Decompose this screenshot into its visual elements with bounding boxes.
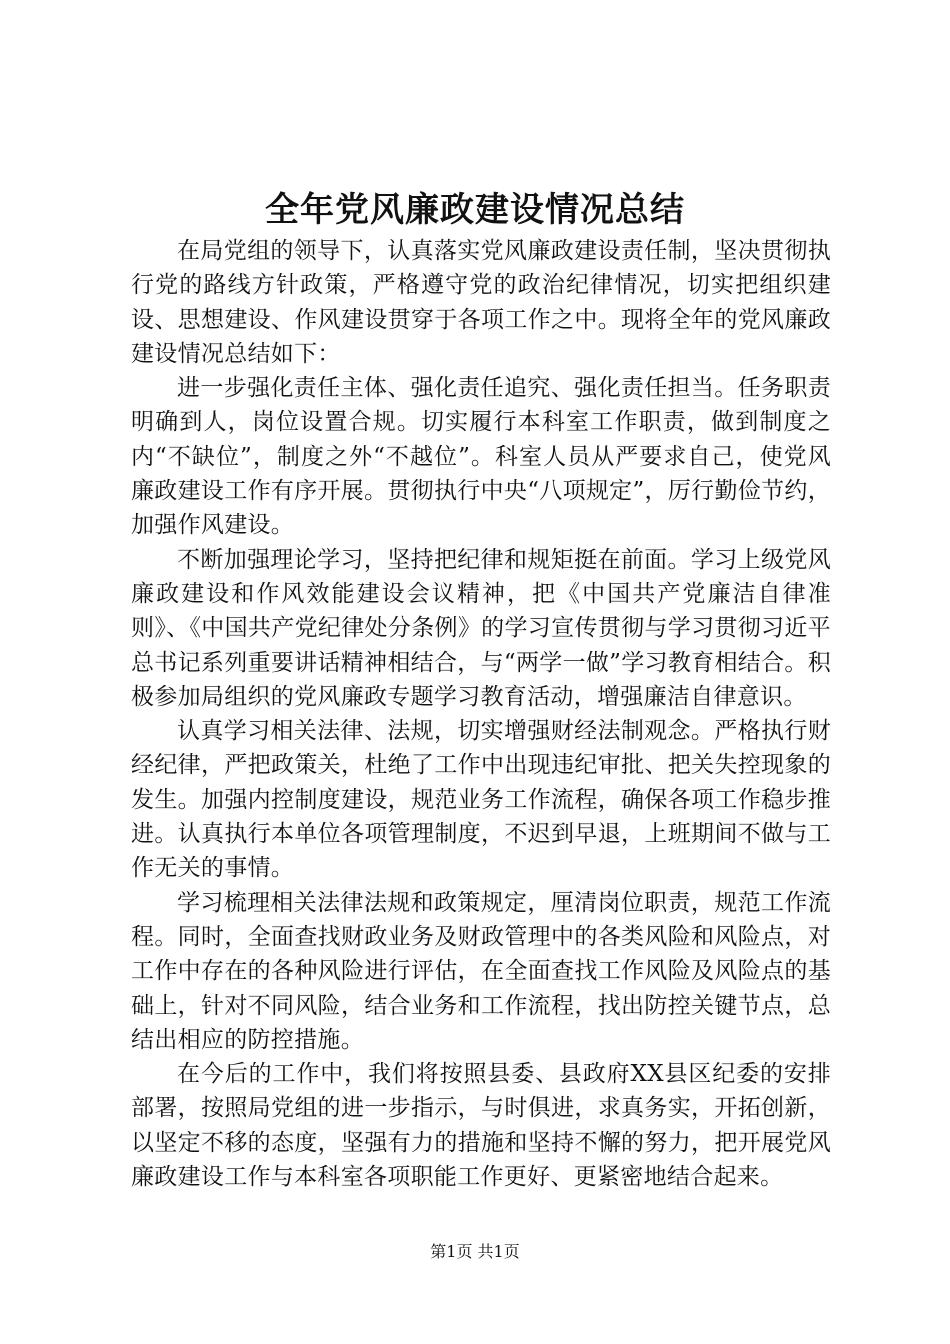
paragraph-responsibility: 进一步强化责任主体、强化责任追究、强化责任担当。任务职责明确到人，岗位设置合规。切实履行本科室工作职责，做到制度之内“不缺位”，制度之外“不越位”。科室人员从严要求自己，使党风廉政建设工作有序开展。贯彻执行中央“八项规定”，厉行勤俭节约，加强作风建设。 [131, 375, 831, 539]
paragraph-law-study: 认真学习相关法律、法规，切实增强财经法制观念。严格执行财经纪律，严把政策关，杜绝了工作中出现违纪审批、把关失控现象的发生。加强内控制度建设，规范业务工作流程，确保各项工作稳步推进。认真执行本单位各项管理制度，不迟到早退，上班期间不做与工作无关的事情。 [131, 718, 831, 882]
document-title: 全年党风廉政建设情况总结 [265, 190, 685, 230]
page-number-footer: 第1页 共1页 [430, 1242, 520, 1261]
paragraph-intro: 在局党组的领导下，认真落实党风廉政建设责任制，坚决贯彻执行党的路线方针政策，严格遵守党的政治纪律情况，切实把组织建设、思想建设、作风建设贯穿于各项工作之中。现将全年的党风廉政建设情况总结如下： [131, 238, 831, 367]
paragraph-theory-study: 不断加强理论学习，坚持把纪律和规矩挺在前面。学习上级党风廉政建设和作风效能建设会议精神，把《中国共产党廉洁自律准则》、《中国共产党纪律处分条例》的学习宣传贯彻与学习贯彻习近平总书记系列重要讲话精神相结合，与“两学一做”学习教育相结合。积极参加局组织的党风廉政专题学习教育活动，增强廉洁自律意识。 [131, 546, 831, 710]
paragraph-future-work: 在今后的工作中，我们将按照县委、县政府XX县区纪委的安排部署，按照局党组的进一步指示，与时俱进，求真务实，开拓创新，以坚定不移的态度，坚强有力的措施和坚持不懈的努力，把开展党风廉政建设工作与本科室各项职能工作更好、更紧密地结合起来。 [131, 1061, 831, 1191]
paragraph-risk-control: 学习梳理相关法律法规和政策规定，厘清岗位职责，规范工作流程。同时，全面查找财政业务及财政管理中的各类风险和风险点，对工作中存在的各种风险进行评估，在全面查找工作风险及风险点的基础上，针对不同风险，结合业务和工作流程，找出防控关键节点，总结出相应的防控措施。 [131, 889, 831, 1053]
document-body [131, 234, 831, 1194]
